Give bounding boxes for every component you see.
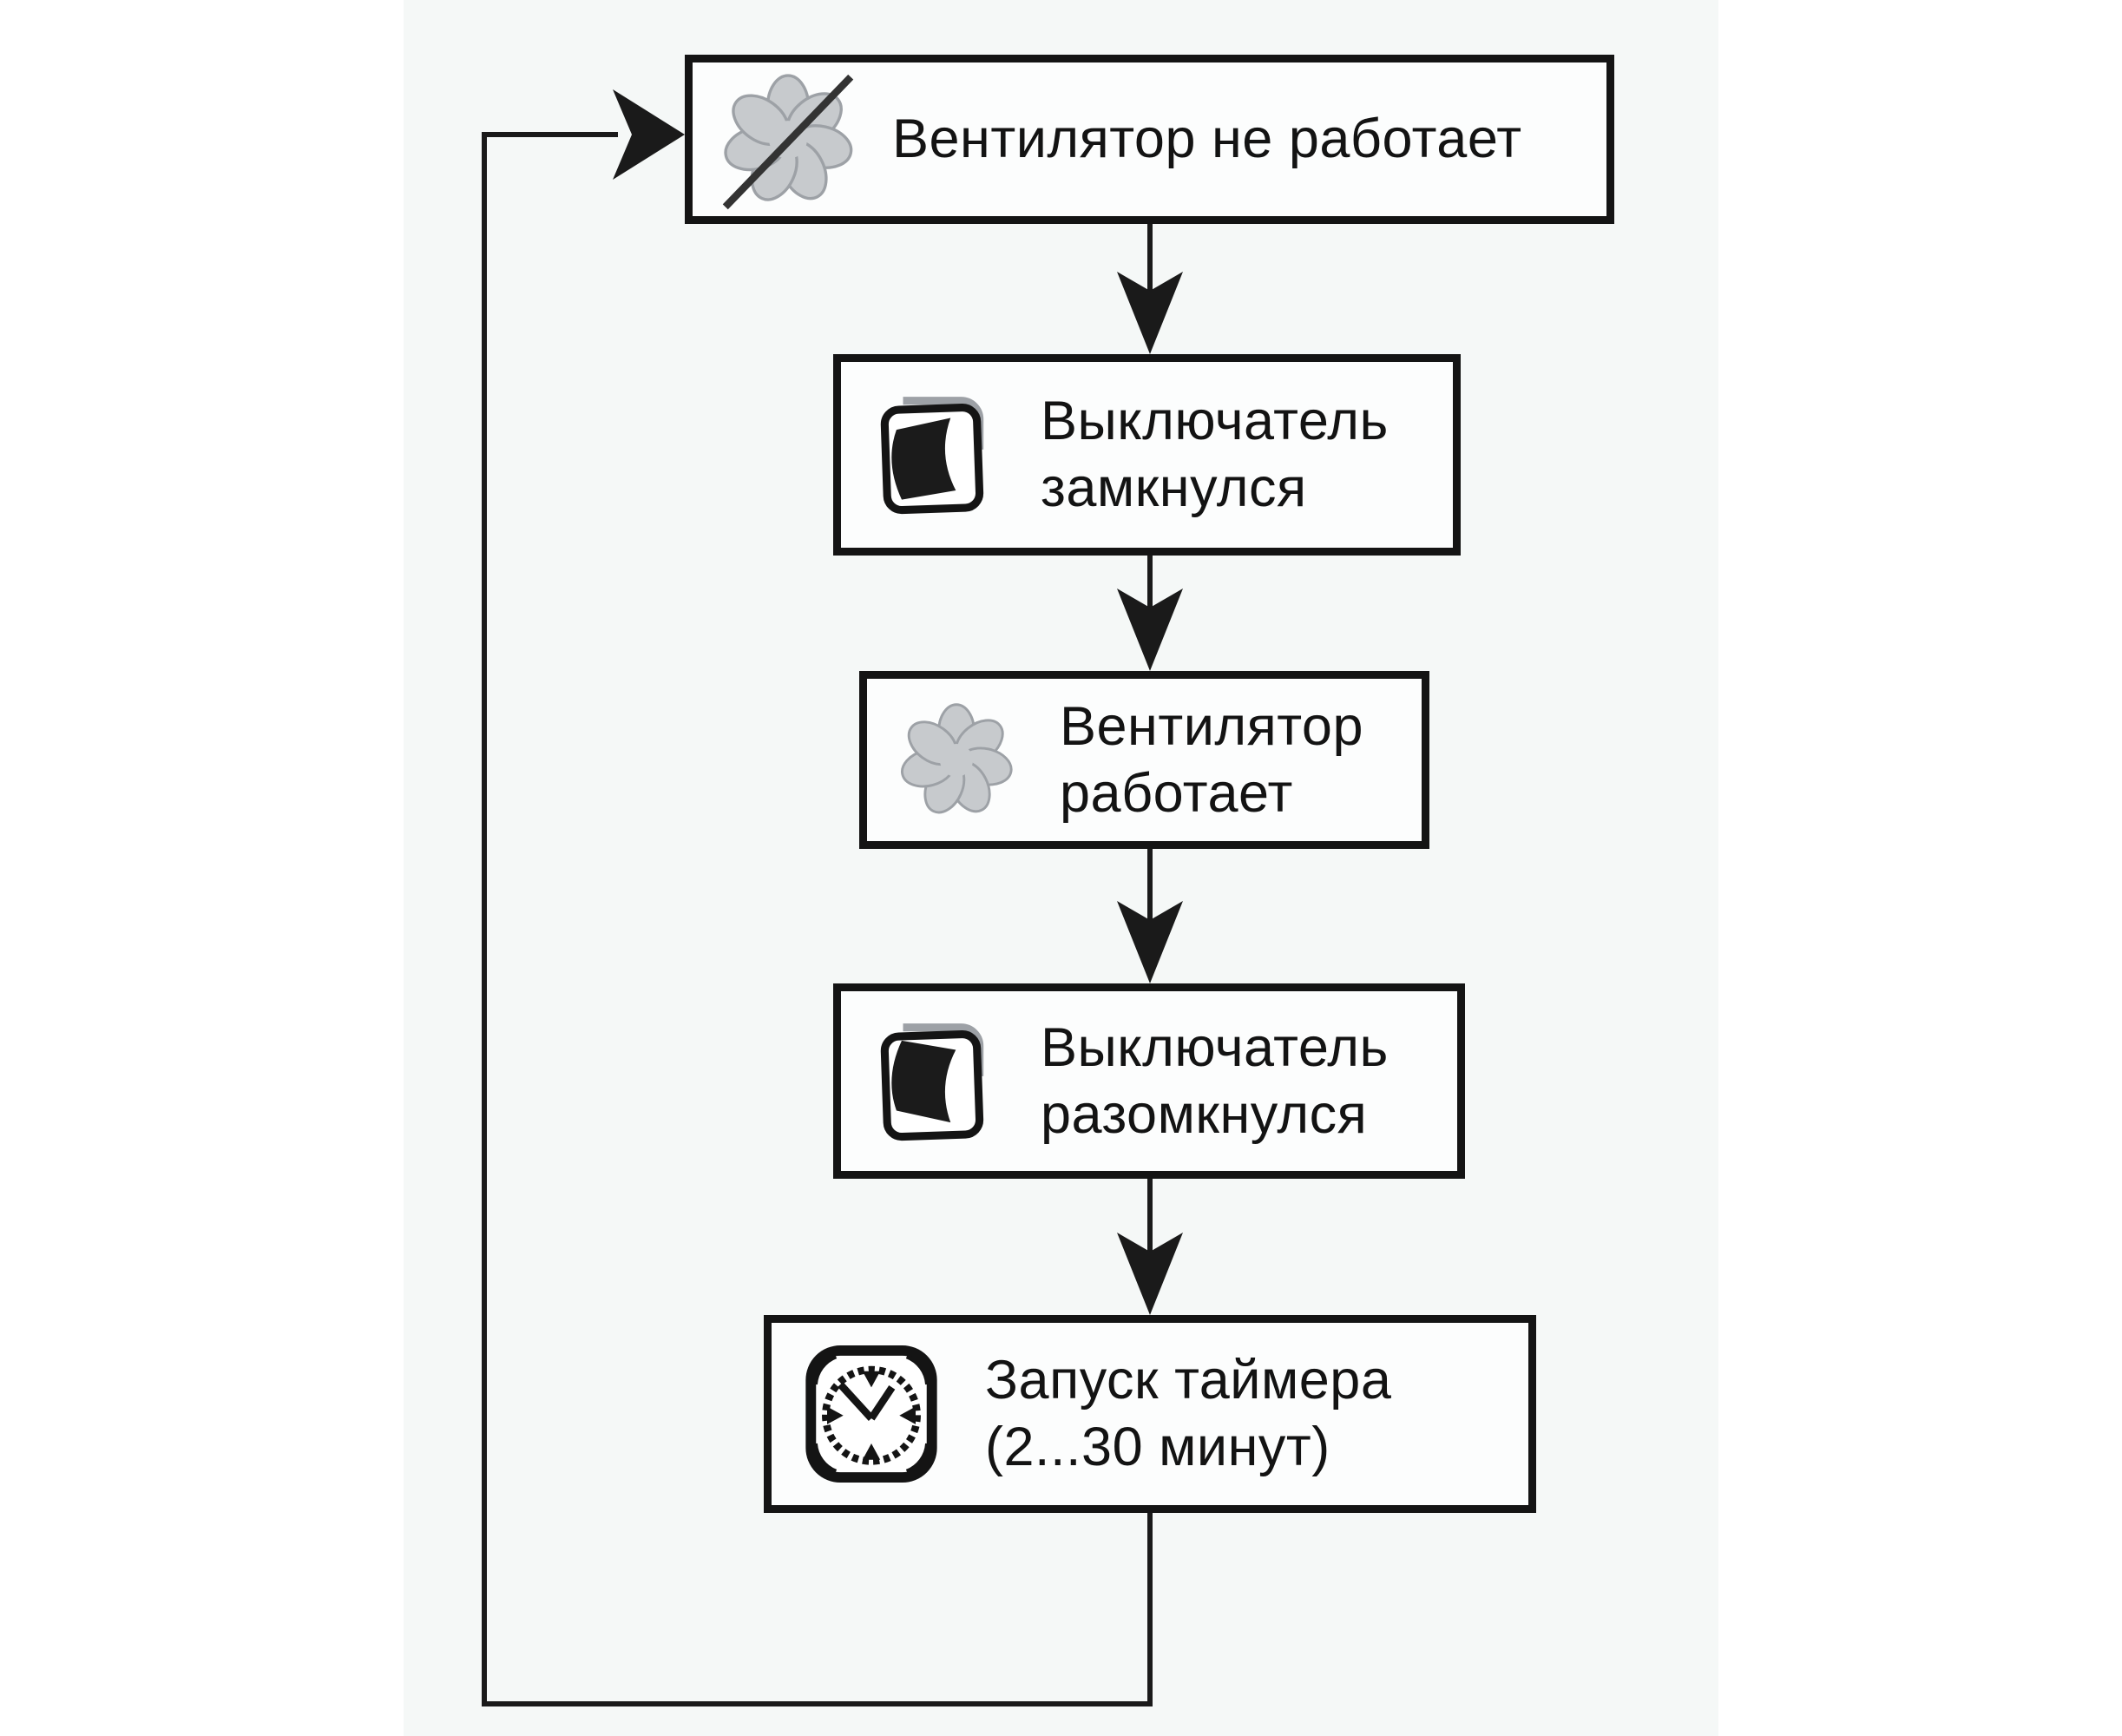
fan-crossed-icon (715, 67, 861, 213)
flow-node-switch-open (833, 983, 1465, 1179)
flow-node-label: Вентилятор работает (1060, 695, 1363, 824)
arrowhead-into-fan-off (613, 89, 685, 180)
flow-node-label: Выключатель разомкнулся (1041, 1016, 1389, 1145)
flow-node-timer-start (764, 1315, 1536, 1513)
fan-icon (893, 697, 1020, 824)
rocker-switch-closed-icon (869, 389, 1001, 521)
flow-node-switch-closed (833, 354, 1461, 556)
flow-node-label: Вентилятор не работает (892, 108, 1522, 170)
flow-node-fan-working (859, 671, 1429, 849)
flow-node-fan-not-working (685, 55, 1614, 224)
timer-clock-icon (798, 1337, 945, 1491)
flow-node-label: Выключатель замкнулся (1041, 391, 1389, 518)
flow-node-label: Запуск таймера (2...30 минут) (985, 1350, 1392, 1477)
rocker-switch-open-icon (869, 1016, 1001, 1147)
